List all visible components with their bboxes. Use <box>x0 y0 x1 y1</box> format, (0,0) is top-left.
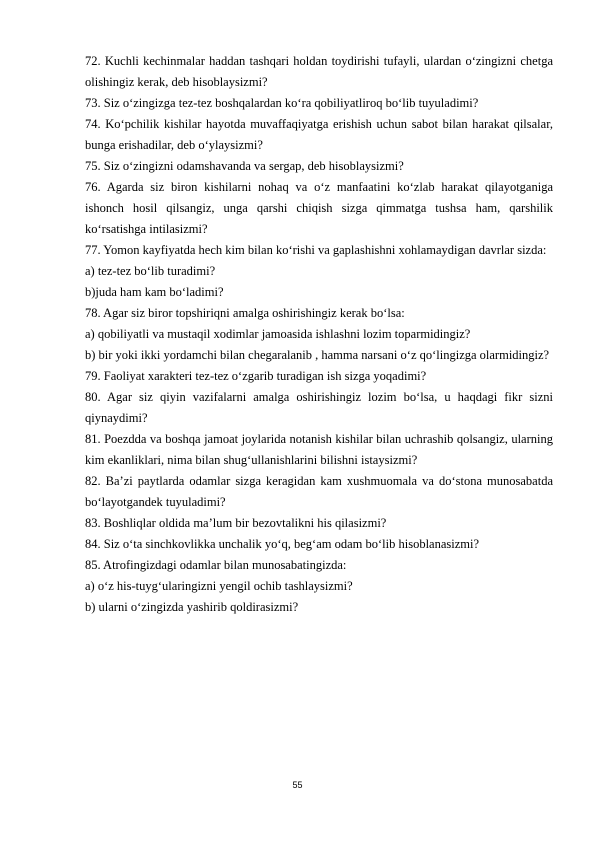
question-80: 80. Agar siz qiyin vazifalarni amalga oshirishingiz lozim bo‘lsa, u haqdagi fikr sizni qiynaydimi? <box>85 390 553 425</box>
question-85-option-b: b) ularni o‘zingizda yashirib qoldirasizmi? <box>85 600 299 614</box>
question-76: 76. Agarda siz biron kishilarni nohaq va o‘z manfaatini ko‘zlab harakat qilayotganiga ishonch hosil qilsangiz, unga qarshi chiqish sizga qimmatga tushsa ham, qarshilik ko‘rsatishga intilasizmi? <box>85 180 553 236</box>
question-77-option-b: b)juda ham kam bo‘ladimi? <box>85 285 224 299</box>
question-85-option-a: a) o‘z his-tuyg‘ularingizni yengil ochib tashlaysizmi? <box>85 579 353 593</box>
question-82: 82. Ba’zi paytlarda odamlar sizga keragidan kam xushmuomala va do‘stona munosabatda bo‘layotgandek tuyuladimi? <box>85 474 553 509</box>
question-77: 77. Yomon kayfiyatda hech kim bilan ko‘rishi va gaplashishni xohlamaydigan davrlar sizda: <box>85 243 547 257</box>
question-83: 83. Boshliqlar oldida ma’lum bir bezovtalikni his qilasizmi? <box>85 516 387 530</box>
question-84: 84. Siz o‘ta sinchkovlikka unchalik yo‘q, beg‘am odam bo‘lib hisoblanasizmi? <box>85 537 480 551</box>
question-75: 75. Siz o‘zingizni odamshavanda va sergap, deb hisoblaysizmi? <box>85 159 404 173</box>
question-81: 81. Poezdda va boshqa jamoat joylarida notanish kishilar bilan uchrashib qolsangiz, ularning kim ekanliklari, nima bilan shug‘ullanishlarini bilishni istaysizmi? <box>85 432 553 467</box>
question-78-option-a: a) qobiliyatli va mustaqil xodimlar jamoasida ishlashni lozim toparmidingiz? <box>85 327 471 341</box>
question-78: 78. Agar siz biror topshiriqni amalga oshirishingiz kerak bo‘lsa: <box>85 306 405 320</box>
question-74: 74. Ko‘pchilik kishilar hayotda muvaffaqiyatga erishish uchun sabot bilan harakat qilsalar, bunga erishadilar, deb o‘ylaysizmi? <box>85 117 553 152</box>
question-73: 73. Siz o‘zingizga tez-tez boshqalardan ko‘ra qobiliyatliroq bo‘lib tuyuladimi? <box>85 96 479 110</box>
page-number: 55 <box>292 780 303 790</box>
page-body <box>85 51 553 618</box>
question-79: 79. Faoliyat xarakteri tez-tez o‘zgarib turadigan ish sizga yoqadimi? <box>85 369 427 383</box>
question-72: 72. Kuchli kechinmalar haddan tashqari holdan toydirishi tufayli, ulardan o‘zingizni chetga olishingiz kerak, deb hisoblaysizmi? <box>85 54 553 89</box>
question-78-option-b: b) bir yoki ikki yordamchi bilan chegaralanib , hamma narsani o‘z qo‘lingizga olarmidingiz? <box>85 348 550 362</box>
question-85: 85. Atrofingizdagi odamlar bilan munosabatingizda: <box>85 558 347 572</box>
question-77-option-a: a) tez-tez bo‘lib turadimi? <box>85 264 216 278</box>
